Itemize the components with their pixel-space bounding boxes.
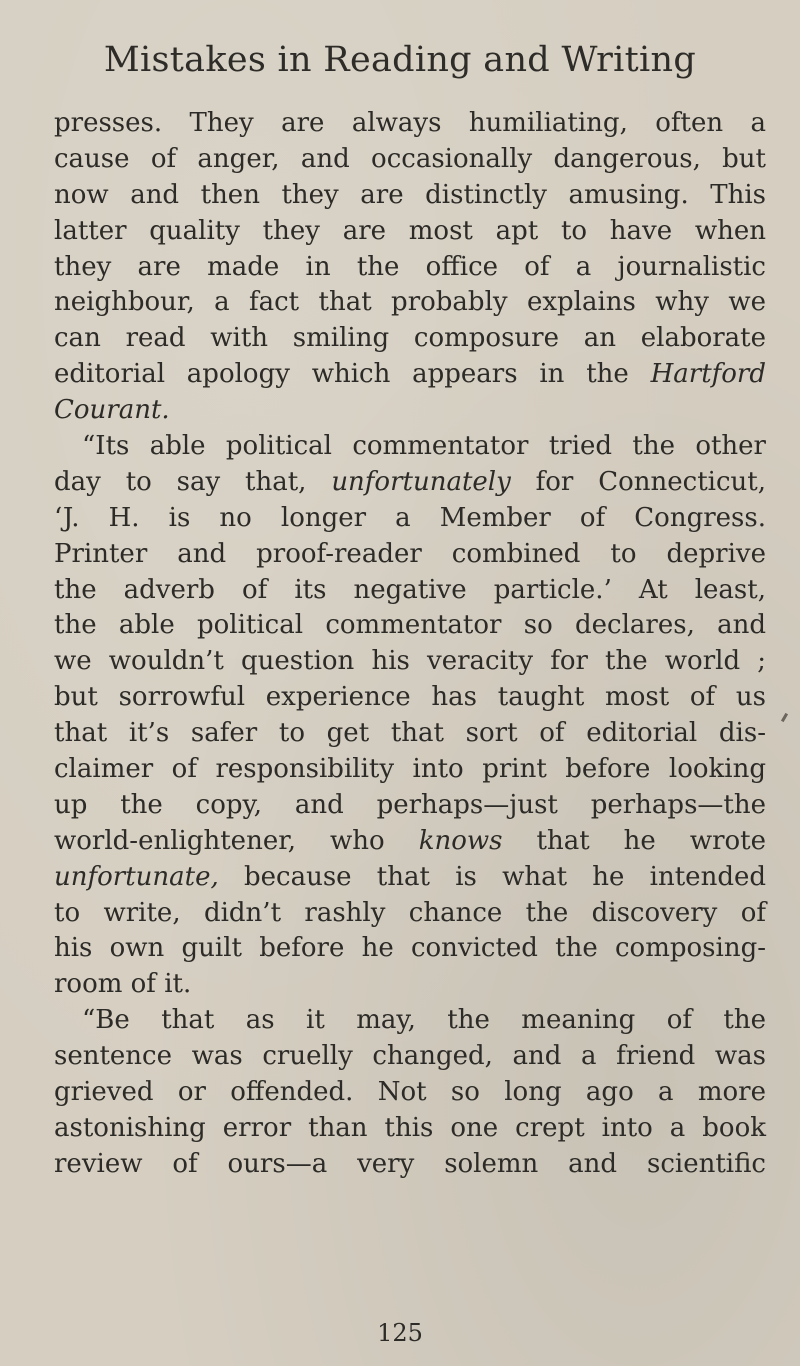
- text-line: [54, 931, 766, 967]
- text-run: but sorrowful experience has taught most of us: [54, 682, 766, 713]
- text-line: [54, 393, 766, 429]
- text-run: his own guilt before he convicted the composing-: [54, 933, 766, 964]
- italic-text: unfortunately: [331, 466, 511, 497]
- text-run: now and then they are distinctly amusing. This: [54, 179, 766, 210]
- text-line: [54, 357, 766, 393]
- text-run: Printer and proof-reader combined to deprive: [54, 538, 766, 569]
- text-line: [54, 1147, 766, 1183]
- text-run: “Its able political commentator tried the other: [82, 431, 766, 462]
- text-run: that he wrote: [502, 825, 766, 856]
- text-line: [54, 716, 766, 752]
- text-run: we wouldn’t question his veracity for the world ;: [54, 646, 766, 677]
- text-run: they are made in the office of a journalistic: [54, 251, 766, 282]
- text-run: editorial apology which appears in the: [54, 359, 651, 390]
- text-run: can read with smiling composure an elaborate: [54, 323, 766, 354]
- text-line: [54, 608, 766, 644]
- text-run: because that is what he intended: [218, 861, 766, 892]
- text-line: [54, 824, 766, 860]
- page-number: 125: [377, 1319, 423, 1347]
- text-line: [54, 178, 766, 214]
- text-line: [54, 250, 766, 286]
- text-line: [54, 429, 766, 465]
- text-run: presses. They are always humiliating, often a: [54, 108, 766, 138]
- text-run: up the copy, and perhaps—just perhaps—the: [54, 789, 766, 820]
- italic-text: Courant.: [54, 395, 170, 426]
- running-head: Mistakes in Reading and Writing: [103, 40, 697, 80]
- text-run: neighbour, a fact that probably explains why we: [54, 287, 766, 318]
- text-run: that it’s safer to get that sort of editorial dis-: [54, 718, 766, 749]
- text-line: [54, 214, 766, 250]
- text-run: the able political commentator so declares, and: [54, 610, 766, 641]
- text-run: “Be that as it may, the meaning of the: [82, 1005, 766, 1036]
- text-line: [54, 465, 766, 501]
- text-line: [54, 788, 766, 824]
- text-run: sentence was cruelly changed, and a friend was: [54, 1041, 766, 1072]
- text-line: [54, 680, 766, 716]
- text-line: [54, 644, 766, 680]
- text-run: world-enlightener, who: [54, 825, 419, 856]
- text-line: [54, 106, 766, 142]
- text-line: [54, 1003, 766, 1039]
- text-run: latter quality they are most apt to have when: [54, 215, 766, 246]
- text-line: [54, 1111, 766, 1147]
- body-text: [54, 106, 766, 1183]
- text-run: for Connecticut,: [510, 466, 766, 497]
- margin-mark: [781, 713, 788, 722]
- text-run: the adverb of its negative particle.’ At least,: [54, 574, 766, 605]
- text-run: room of it.: [54, 969, 192, 1000]
- text-run: cause of anger, and occasionally dangerous, but: [54, 143, 766, 174]
- text-run: claimer of responsibility into print before looking: [54, 754, 766, 785]
- text-line: [54, 285, 766, 321]
- text-line: [54, 537, 766, 573]
- text-line: [54, 573, 766, 609]
- text-line: [54, 142, 766, 178]
- text-run: to write, didn’t rashly chance the discovery of: [54, 897, 766, 928]
- italic-text: unfortunate,: [54, 861, 219, 892]
- italic-text: Hartford: [650, 359, 766, 390]
- text-line: [54, 896, 766, 932]
- text-line: [54, 1039, 766, 1075]
- text-run: astonishing error than this one crept into a book: [54, 1112, 766, 1143]
- text-line: [54, 752, 766, 788]
- text-line: [54, 967, 766, 1003]
- text-run: day to say that,: [54, 466, 332, 497]
- text-run: grieved or offended. Not so long ago a more: [54, 1077, 766, 1108]
- text-line: [54, 860, 766, 896]
- text-run: ‘J. H. is no longer a Member of Congress.: [54, 502, 766, 533]
- text-run: review of ours—a very solemn and scientific: [54, 1148, 766, 1179]
- text-line: [54, 501, 766, 537]
- text-line: [54, 321, 766, 357]
- italic-text: knows: [418, 825, 503, 856]
- text-line: [54, 1075, 766, 1111]
